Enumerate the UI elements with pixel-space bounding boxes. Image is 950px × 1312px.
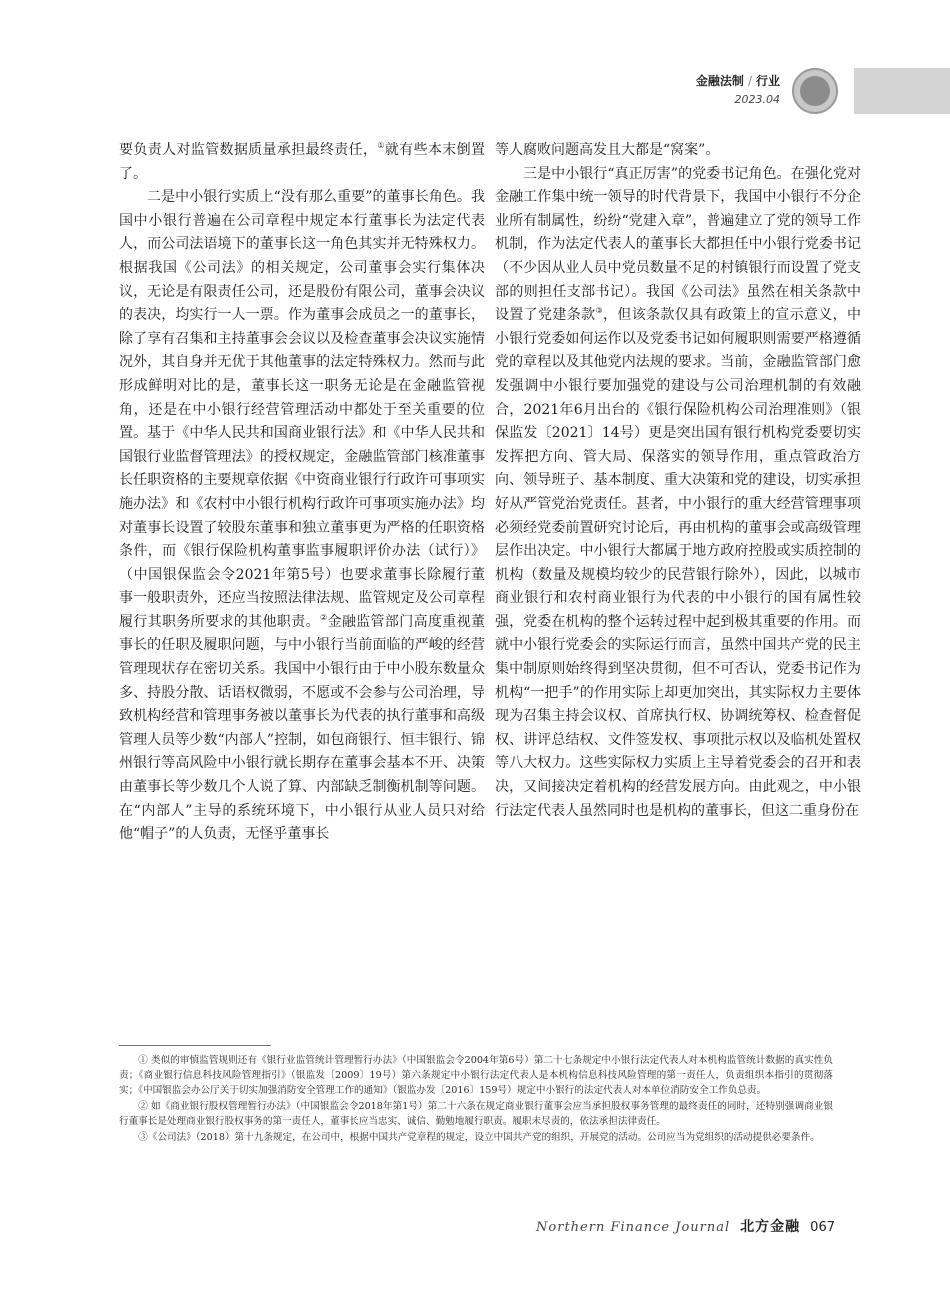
footnote-ref-3[interactable]: ③ — [595, 306, 604, 316]
running-header — [696, 72, 780, 106]
right-paragraph-1: 等人腐败问题高发且大都是“窝案”。 — [495, 142, 720, 158]
header-section-name: 金融法制 — [695, 74, 744, 88]
footnote-divider — [119, 1045, 271, 1046]
left-p1-tail: 就有些本末倒置了。 — [119, 142, 486, 182]
left-paragraph-2 — [119, 186, 485, 847]
footnote-ref-1[interactable]: ① — [377, 141, 385, 150]
header-section — [696, 72, 780, 89]
page-footer — [536, 1216, 835, 1236]
footer-journal-cn: 北方金融 — [740, 1219, 801, 1235]
left-p2-text: 二是中小银行实质上“没有那么重要”的董事长角色。我国中小银行普遍在公司章程中规定本行董事长为法定代表人，而公司法语境下的董事长这一角色其实并无特殊权力。根据我国《公司法》的相关规定，公司董事会实行集体决议，无论是有限责任公司，还是股份有限公司，董事会决议的表决，均实行一人一票。作为董事会成员之一的董事长，除了享有召集和主持董事会会议以及检查董事会决议实施情况外，其自身并无优于其他董事的法定特殊权力。然而与此形成鲜明对比的是，董事长这一职务无论是在金融监管视角，还是在中小银行经营管理活动中都处于至关重要的位置。基于《中华人民共和国商业银行法》和《中华人民共和国银行业监督管理法》的授权规定，金融监管部门核准董事长任职资格的主要规章依据《中资商业银行行政许可事项实施办法》和《农村中小银行机构行政许可事项实施办法》均对董事长设置了较股东董事和独立董事更为严格的任职资格条件，而《银行保险机构董事监事履职评价办法（试行）》（中国银保监会令2021年第5号）也要求董事长除履行董事一般职责外，还应当按照法律法规、监管规定及公司章程履行其职务所要求的其他职责。 — [119, 189, 485, 630]
left-p1-text: 要负责人对监管数据质量承担最终责任， — [119, 142, 378, 158]
journal-logo-mark — [800, 76, 830, 106]
right-paragraph-2 — [495, 163, 861, 824]
footer-journal-name: Northern Finance Journal — [536, 1220, 731, 1235]
left-p2-tail: 金融监管部门高度重视董事长的任职及履职问题，与中小银行当前面临的严峻的经营管理现状存在密切关系。我国中小银行由于中小股东数量众多、持股分散、话语权微弱，不愿或不会参与公司治理，导致机构经营和管理事务被以董事长为代表的执行董事和高级管理人员等少数“内部人”控制，如包商银行、恒丰银行、锦州银行等高风险中小银行就长期存在董事会基本不开、决策由董事长等少数几个人说了算、内部缺乏制衡机制等问题。在“内部人”主导的系统环境下，中小银行从业人员只对给他“帽子”的人负责，无怪乎董事长 — [119, 613, 486, 843]
header-tab — [854, 68, 950, 114]
footnote-ref-2[interactable]: ② — [319, 612, 328, 622]
journal-logo — [792, 68, 838, 114]
footnote-1: ① 类似的审慎监管规则还有《银行业监管统计管理暂行办法》（中国银监会令2004年第6号）第二十七条规定中小银行法定代表人对本机构监管统计数据的真实性负责；《商业银行信息科技风险管理指引》（银监发〔2009〕19号）第六条规定中小银行法定代表人是本机构信息科技风险管理的第一责任人，负责组织本指引的贯彻落实；《中国银监会办公厅关于切实加强消防安全管理工作的通知》（银监办发〔2016〕159号）规定中小银行的法定代表人对本单位消防安全工作负总责。 — [119, 1055, 833, 1096]
right-column — [495, 139, 861, 823]
footnote-3: ③《公司法》（2018）第十九条规定，在公司中，根据中国共产党章程的规定，设立中国共产党的组织，开展党的活动。公司应当为党组织的活动提供必要条件。 — [138, 1132, 820, 1143]
header-category: 行业 — [755, 74, 780, 88]
right-p2-tail: ，但该条款仅具有政策上的宣示意义，中小银行党委如何运作以及党委书记如何履职则需要严格遵循党的章程以及其他党内法规的要求。当前，金融监管部门愈发强调中小银行要加强党的建设与公司治理机制的有效融合，2021年6月出台的《银行保险机构公司治理准则》（银保监发〔2021〕14号）更是突出国有银行机构党委要切实发挥把方向、管大局、保落实的领导作用，重点管政治方向、领导班子、基本制度、重大决策和党的建设，切实承担好从严管党治党责任。甚者，中小银行的重大经营管理事项必须经党委前置研究讨论后，再由机构的董事会或高级管理层作出决定。中小银行大都属于地方政府控股或实质控制的机构（数量及规模均较少的民营银行除外），因此，以城市商业银行和农村商业银行为代表的中小银行的国有属性较强，党委在机构的整个运转过程中起到极其重要的作用。而就中小银行党委会的实际运行而言，虽然中国共产党的民主集中制原则始终得到坚决贯彻，但不可否认，党委书记作为机构“一把手”的作用实际上却更加突出，其实际权力主要体现为召集主持会议权、首席执行权、协调统筹权、检查督促权、讲评总结权、文件签发权、事项批示权以及临机处置权等八大权力。这些实际权力实质上主导着党委会的召开和表决，又间接决定着机构的经营发展方向。由此观之，中小银行法定代表人虽然同时也是机构的董事长，但这二重身份在 — [495, 307, 862, 819]
footnote-2: ② 如《商业银行股权管理暂行办法》（中国银监会令2018年第1号）第二十六条在规定商业银行董事会应当承担股权事务管理的最终责任的同时，还特别强调商业银行董事长是处理商业银行股权事务的第一责任人，董事长应当忠实、诚信、勤勉地履行职责。履职未尽责的，依法承担法律责任。 — [119, 1101, 833, 1127]
right-p2-text: 三是中小银行“真正厉害”的党委书记角色。在强化党对金融工作集中统一领导的时代背景下，我国中小银行不分企业所有制属性，纷纷“党建入章”，普遍建立了党的领导工作机制，作为法定代表人的董事长大都担任中小银行党委书记（不少因从业人员中党员数量不足的村镇银行而设置了党支部的则担任支部书记）。我国《公司法》虽然在相关条款中设置了党建条款 — [495, 165, 861, 324]
header-date: 2023.04 — [734, 93, 780, 106]
page-number: 067 — [810, 1220, 835, 1235]
left-column — [119, 139, 485, 847]
header-separator: / — [747, 74, 752, 88]
left-paragraph-1 — [119, 139, 485, 186]
footnotes — [119, 1053, 833, 1146]
